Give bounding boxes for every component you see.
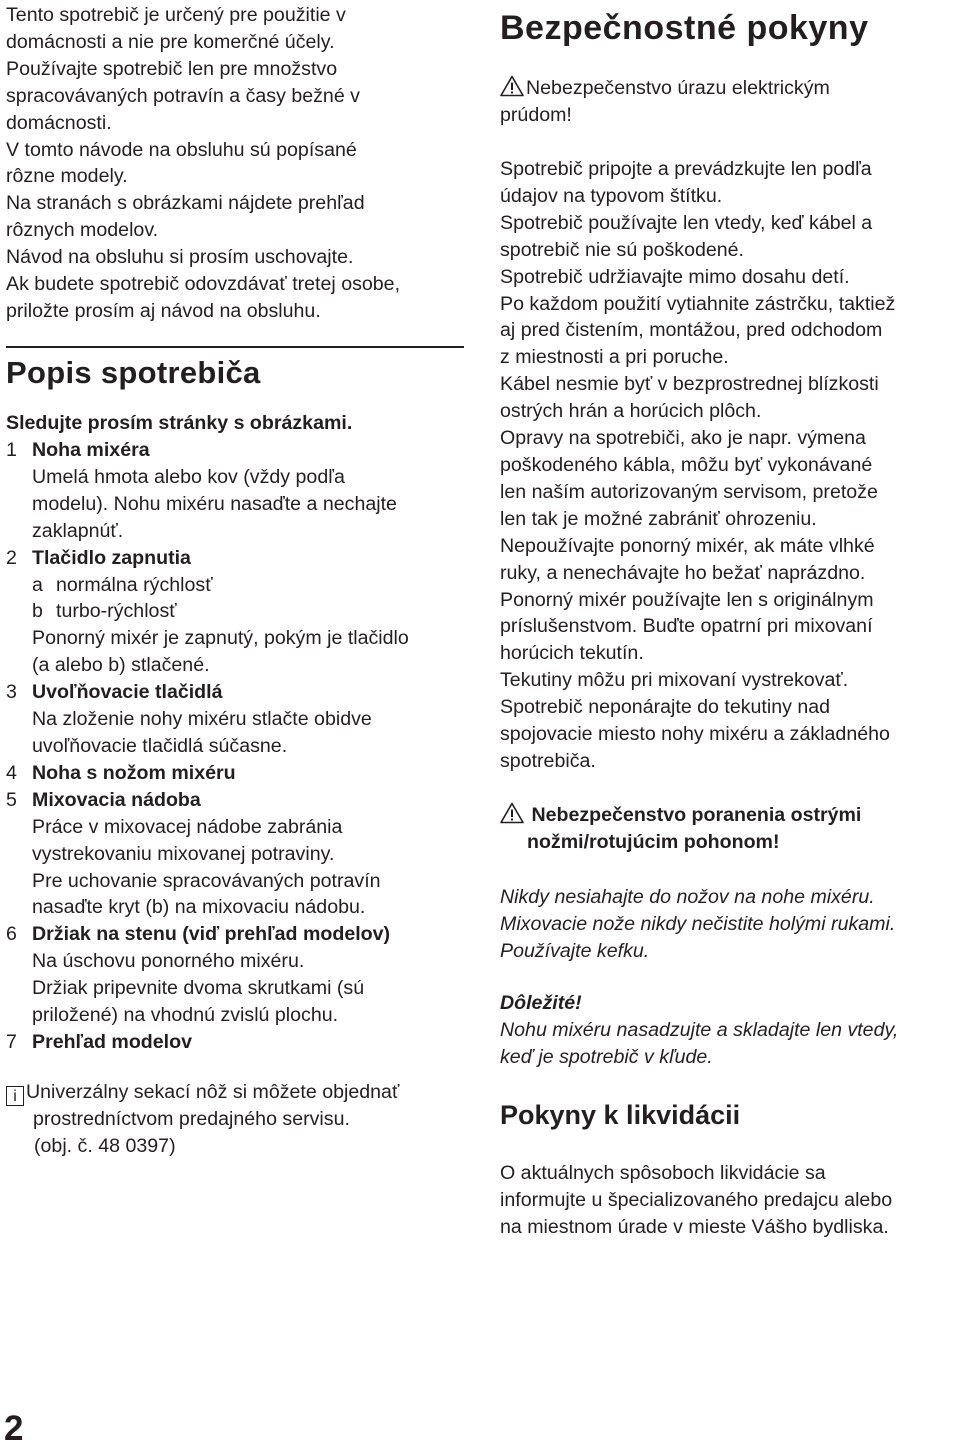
text-line: spotrebič nie sú poškodené.: [500, 238, 744, 261]
sub-item: [32, 598, 468, 625]
sub-text: normálna rýchlosť: [56, 573, 213, 596]
text-line: rôzne modely.: [6, 165, 128, 188]
info-text: Univerzálny sekací nôž si môžete objednať: [26, 1081, 400, 1103]
item-text: priložené) na vhodnú zvislú plochu.: [32, 1004, 339, 1027]
text-line: priložte prosím aj návod na obsluhu.: [6, 299, 321, 322]
text-line: O aktuálnych spôsoboch likvidácie sa: [500, 1162, 826, 1184]
text-line: Ponorný mixér používajte len s originálnym: [500, 588, 874, 611]
text-line: Kábel nesmie byť v bezprostrednej blízkosti: [500, 373, 879, 396]
text-line: Nohu mixéru nasadzujte a skladajte len vtedy,: [500, 1018, 899, 1041]
list-item: [6, 787, 468, 922]
text-line: príslušenstvom. Buďte opatrní pri mixovaní: [500, 615, 873, 638]
item-title: Prehľad modelov: [32, 1030, 192, 1053]
text-line: Ak budete spotrebič odovzdávať tretej osobe,: [6, 273, 401, 296]
item-text: (a alebo b) stlačené.: [32, 654, 210, 677]
electric-warning: [500, 75, 956, 129]
item-text: zaklapnúť.: [32, 519, 124, 542]
item-number: 4: [6, 761, 17, 784]
text-line: Spotrebič udržiavajte mimo dosahu detí.: [500, 265, 850, 288]
list-item: [6, 760, 468, 787]
item-title: Uvoľňovacie tlačidlá: [32, 681, 223, 704]
section-title-popis: Popis spotrebiča: [6, 355, 261, 390]
item-text: Držiak pripevnite dvoma skrutkami (sú: [32, 977, 365, 1000]
info-text: prostredníctvom predajného servisu.: [33, 1108, 350, 1130]
warning-text: Nebezpečenstvo úrazu elektrickým: [526, 77, 830, 99]
info-text: (obj. č. 48 0397): [34, 1134, 176, 1157]
item-text: Práce v mixovacej nádobe zabránia: [32, 815, 343, 838]
important-note: [500, 990, 956, 1071]
item-text: Na zloženie nohy mixéru stlačte obidve: [32, 708, 372, 731]
item-title: Noha mixéra: [32, 439, 150, 461]
text-line: na miestnom úrade v mieste Vášho bydliska.: [500, 1215, 889, 1238]
item-number: 3: [6, 681, 17, 704]
sub-text: turbo-rýchlosť: [56, 600, 177, 623]
item-title: Noha s nožom mixéru: [32, 761, 236, 784]
item-text: Umelá hmota alebo kov (vždy podľa: [32, 465, 345, 488]
item-title: Držiak na stenu (viď prehľad modelov): [32, 923, 391, 946]
list-item: [6, 679, 468, 760]
item-number: 2: [6, 546, 17, 569]
text-line: Po každom použití vytiahnite zástrčku, taktiež: [500, 292, 896, 315]
list-item: [6, 1029, 468, 1056]
text-line: rôznych modelov.: [6, 219, 159, 242]
text-line: spracovávaných potravín a časy bežné v: [6, 84, 360, 107]
sub-item: [32, 572, 468, 599]
info-icon: i: [6, 1086, 24, 1106]
text-line: Používajte spotrebič len pre množstvo: [6, 57, 338, 80]
text-line: informujte u špecializovaného predajcu alebo: [500, 1188, 893, 1211]
info-note: [6, 1079, 468, 1160]
item-title: Mixovacia nádoba: [32, 788, 201, 811]
see-pages-note: Sledujte prosím stránky s obrázkami.: [6, 412, 353, 434]
text-line: z miestnosti a pri poruche.: [500, 346, 729, 369]
text-line: aj pred čistením, montážou, pred odchodom: [500, 319, 883, 342]
text-line: len naším autorizovaným servisom, pretože: [500, 480, 878, 503]
item-text: Na úschovu ponorného mixéru.: [32, 950, 305, 973]
item-text: uvoľňovacie tlačidlá súčasne.: [32, 734, 288, 757]
text-line: ostrých hrán a horúcich plôch.: [500, 400, 762, 423]
page-number: 2: [4, 1409, 24, 1448]
list-item: [6, 921, 468, 1029]
warning-text: Nebezpečenstvo poranenia ostrými: [531, 804, 862, 826]
text-line: horúcich tekutín.: [500, 642, 644, 665]
text-line: Mixovacie nože nikdy nečistite holými rukami.: [500, 912, 896, 935]
item-number: 6: [6, 923, 17, 946]
item-text: Pre uchovanie spracovávaných potravín: [32, 869, 381, 892]
warning-text: nožmi/rotujúcim pohonom!: [527, 830, 780, 853]
text-line: poškodeného kábla, môžu byť vykonávané: [500, 453, 873, 476]
list-item: [6, 545, 468, 680]
blade-warning: [500, 802, 956, 856]
item-text: Ponorný mixér je zapnutý, pokým je tlačidlo: [32, 627, 409, 650]
blade-instructions: [500, 884, 956, 965]
item-number: 7: [6, 1030, 17, 1053]
text-line: Opravy na spotrebiči, ako je napr. výmena: [500, 427, 866, 450]
item-number: 1: [6, 439, 17, 461]
text-line: Spotrebič používajte len vtedy, keď kábel a: [500, 211, 873, 234]
text-line: ruky, a nenechávajte ho bežať naprázdno.: [500, 561, 866, 584]
item-text: modelu). Nohu mixéru nasaďte a nechajte: [32, 492, 397, 515]
text-line: Spotrebič pripojte a prevádzkujte len podľa: [500, 158, 872, 180]
section-title-likvidacia: Pokyny k likvidácii: [500, 1100, 741, 1130]
safety-instructions: [500, 156, 956, 775]
intro-text: [6, 0, 468, 325]
section-title-bezpecnost: Bezpečnostné pokyny: [500, 9, 869, 47]
text-line: Tekutiny môžu pri mixovaní vystrekovať.: [500, 669, 849, 692]
list-item: [6, 437, 468, 545]
section-divider: [6, 346, 464, 348]
text-line: Návod na obsluhu si prosím uschovajte.: [6, 246, 354, 269]
sub-letter: a: [32, 573, 43, 596]
text-line: Na stranách s obrázkami nájdete prehľad: [6, 192, 365, 215]
text-line: Spotrebič neponárajte do tekutiny nad: [500, 696, 831, 719]
item-text: nasaďte kryt (b) na mixovaciu nádobu.: [32, 896, 366, 919]
warning-triangle-icon: [500, 802, 524, 824]
sub-letter: b: [32, 600, 43, 623]
disposal-text: [500, 1160, 956, 1241]
text-line: Používajte kefku.: [500, 939, 650, 962]
text-line: V tomto návode na obsluhu sú popísané: [6, 138, 357, 161]
text-line: keď je spotrebič v kľude.: [500, 1045, 713, 1068]
warning-text: prúdom!: [500, 103, 572, 126]
important-label: Dôležité!: [500, 992, 582, 1014]
item-title: Tlačidlo zapnutia: [32, 546, 191, 569]
text-line: domácnosti.: [6, 111, 112, 134]
text-line: domácnosti a nie pre komerčné účely.: [6, 30, 335, 53]
text-line: len tak je možné zabrániť ohrozeniu.: [500, 507, 817, 530]
parts-list: [6, 437, 468, 1056]
warning-triangle-icon: [500, 75, 524, 97]
text-line: Nikdy nesiahajte do nožov na nohe mixéru.: [500, 886, 875, 908]
text-line: Tento spotrebič je určený pre použitie v: [6, 4, 346, 26]
item-text: vystrekovaniu mixovanej potraviny.: [32, 842, 335, 865]
item-number: 5: [6, 788, 17, 811]
text-line: údajov na typovom štítku.: [500, 184, 723, 207]
text-line: spotrebiča.: [500, 749, 596, 772]
text-line: spojovacie miesto nohy mixéru a základného: [500, 723, 890, 746]
text-line: Nepoužívajte ponorný mixér, ak máte vlhké: [500, 534, 875, 557]
